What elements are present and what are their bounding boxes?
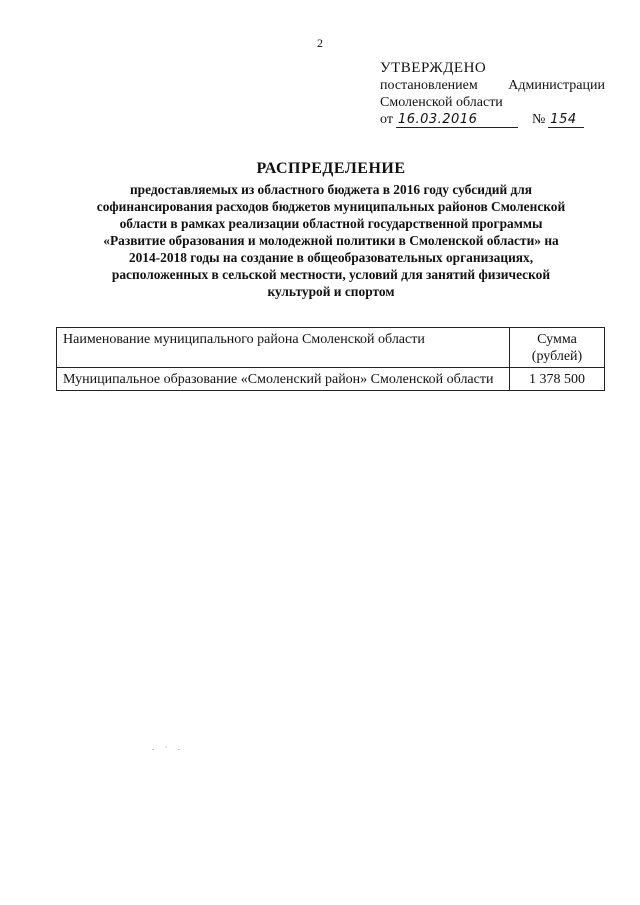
subtitle-line: расположенных в сельской местности, условий для занятий физической xyxy=(111,267,551,282)
approval-heading: УТВЕРЖДЕНО xyxy=(380,60,487,76)
distribution-table xyxy=(56,327,605,391)
approval-date: 16.03.2016 xyxy=(396,113,518,128)
table-header-row xyxy=(57,328,605,368)
cell-district-name: Муниципальное образование «Смоленский район» Смоленской области xyxy=(57,368,510,391)
subtitle-line: 2014-2018 годы на создание в общеобразовательных организациях, xyxy=(128,250,534,265)
document-title: РАСПРЕДЕЛЕНИЕ xyxy=(256,160,406,177)
scan-specks: . · . xyxy=(152,742,184,752)
approval-date-line xyxy=(380,111,605,128)
approval-by-word: постановлением xyxy=(380,78,478,93)
header-district: Наименование муниципального района Смоленской области xyxy=(57,328,510,368)
page-number: 2 xyxy=(317,36,323,50)
approval-by-line xyxy=(380,77,605,94)
subtitle-line: культурой и спортом xyxy=(267,284,395,299)
subtitle-line: софинансирования расходов бюджетов муниципальных районов Смоленской xyxy=(96,199,566,214)
subtitle-line: «Развитие образования и молодежной политики в Смоленской области» на xyxy=(103,233,559,248)
document-subtitle xyxy=(58,181,604,300)
table-row xyxy=(57,368,605,391)
cell-amount: 1 378 500 xyxy=(510,368,605,391)
header-amount: Сумма (рублей) xyxy=(510,328,605,368)
approval-from-label: от xyxy=(380,112,393,127)
approval-number-label: № xyxy=(531,112,546,127)
approval-number: 154 xyxy=(548,113,584,128)
subtitle-line: области в рамках реализации областной государственной программы xyxy=(119,216,543,231)
subtitle-line: предоставляемых из областного бюджета в 2016 году субсидий для xyxy=(129,182,533,197)
approval-by-org: Администрации xyxy=(508,78,605,93)
approval-region: Смоленской области xyxy=(380,95,503,110)
approval-stamp xyxy=(380,60,605,128)
